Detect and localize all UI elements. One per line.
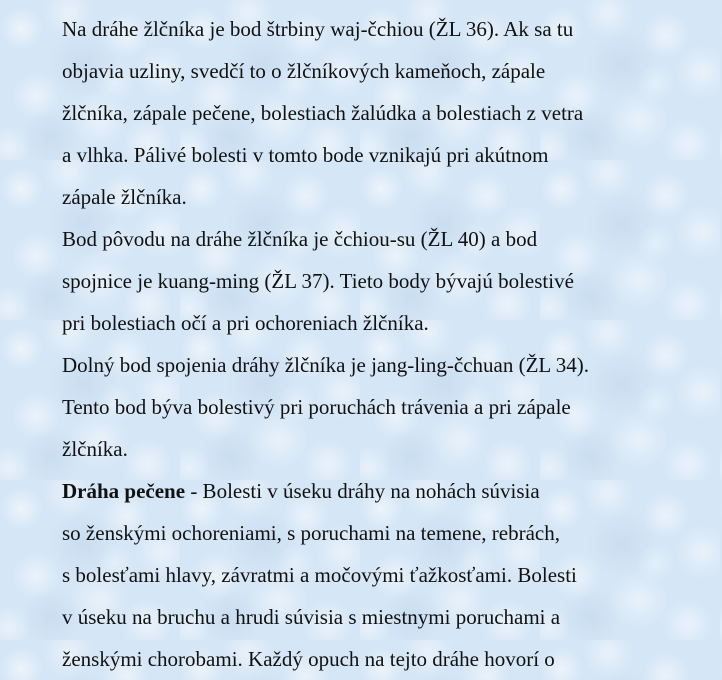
text-line: objavia uzliny, svedčí to o žlčníkových kameňoch, zápale bbox=[62, 59, 546, 83]
text-line: pri bolestiach očí a pri ochoreniach žlčníka. bbox=[62, 311, 429, 335]
text-line: Tento bod býva bolestivý pri poruchách trávenia a pri zápale bbox=[62, 395, 571, 419]
document-page bbox=[62, 8, 677, 680]
text-line: so ženskými ochoreniami, s poruchami na temene, rebrách, bbox=[62, 521, 560, 545]
section-first-line-text: - Bolesti v úseku dráhy na nohách súvisia bbox=[185, 479, 540, 503]
text-line: Na dráhe žlčníka je bod štrbiny waj-čchiou (ŽL 36). Ak sa tu bbox=[62, 17, 574, 41]
text-line: Dolný bod spojenia dráhy žlčníka je jang-ling-čchuan (ŽL 34). bbox=[62, 353, 589, 377]
text-line: ženskými chorobami. Každý opuch na tejto dráhe hovorí o bbox=[62, 647, 555, 671]
section-first-line bbox=[62, 470, 677, 512]
text-line: v úseku na bruchu a hrudi súvisia s miestnymi poruchami a bbox=[62, 605, 561, 629]
text-line: s bolesťami hlavy, závratmi a močovými ťažkosťami. Bolesti bbox=[62, 563, 577, 587]
text-line: Bod pôvodu na dráhe žlčníka je čchiou-su (ŽL 40) a bod bbox=[62, 227, 538, 251]
text-line: žlčníka. bbox=[62, 437, 128, 461]
text-line: žlčníka, zápale pečene, bolestiach žalúdka a bolestiach z vetra bbox=[62, 101, 584, 125]
text-line: spojnice je kuang-ming (ŽL 37). Tieto body bývajú bolestivé bbox=[62, 269, 574, 293]
text-line: zápale žlčníka. bbox=[62, 185, 187, 209]
text-line: a vlhka. Pálivé bolesti v tomto bode vznikajú pri akútnom bbox=[62, 143, 549, 167]
section-heading: Dráha pečene bbox=[62, 479, 186, 503]
